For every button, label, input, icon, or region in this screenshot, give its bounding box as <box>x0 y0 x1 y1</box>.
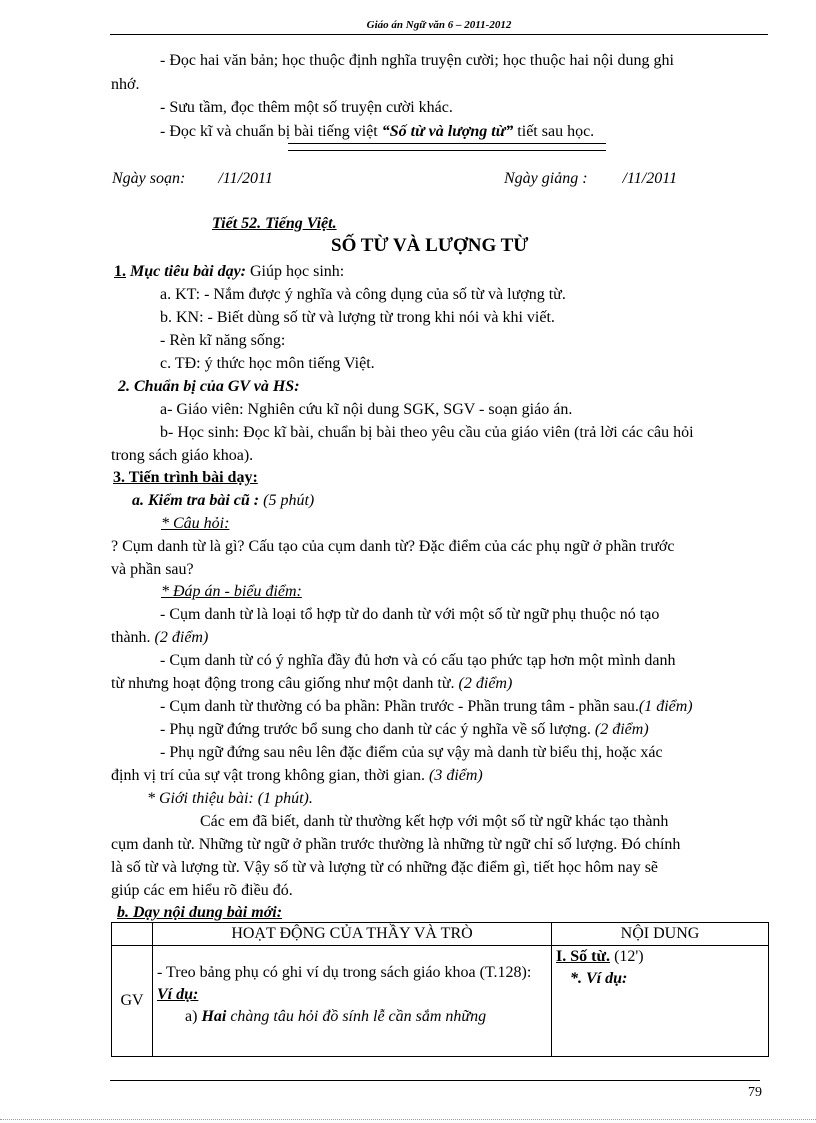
table-row <box>112 946 769 1057</box>
example-a-rest: chàng tâu hỏi đồ sính lễ cần sắm những <box>226 1008 487 1025</box>
homework-line-1: - Đọc hai văn bản; học thuộc định nghĩa truyện cười; học thuộc hai nội dung ghi <box>160 52 674 69</box>
header-role-cell <box>112 923 153 946</box>
prep-student: b- Học sinh: Đọc kĩ bài, chuẩn bị bài theo yêu cầu của giáo viên (trả lời các câu hỏi <box>160 424 694 441</box>
date-taught <box>504 168 677 190</box>
example-a-prefix: a) <box>185 1008 202 1025</box>
prep-student-cont: trong sách giáo khoa). <box>111 447 254 464</box>
section-1-intro: Giúp học sinh: <box>246 263 345 280</box>
answer-5: - Phụ ngữ đứng sau nêu lên đặc điểm của sự vậy mà danh từ biểu thị, hoặc xác <box>160 744 663 761</box>
homework-line-1-cont: nhớ. <box>111 76 140 93</box>
objective-skill: b. KN: - Biết dùng số từ và lượng từ trong khi nói và khi viết. <box>160 309 555 326</box>
answer-4-text: - Phụ ngữ đứng trước bổ sung cho danh từ các ý nghĩa về số lượng. <box>160 721 595 738</box>
date-prepared <box>112 168 273 190</box>
example-label: Ví dụ: <box>157 986 199 1003</box>
lesson-title: SỐ TỪ VÀ LƯỢNG TỪ <box>331 235 529 256</box>
divider-rule <box>288 143 606 151</box>
section-1-number: 1. <box>114 263 126 280</box>
date-taught-label: Ngày giảng : <box>504 170 588 187</box>
answer-label: * Đáp án - biểu điểm: <box>161 583 302 600</box>
answer-2-text: từ nhưng hoạt động trong câu giống như một danh từ. <box>111 675 459 692</box>
question-label: * Câu hỏi: <box>161 515 230 532</box>
review-time: (5 phút) <box>259 492 315 509</box>
answer-3 <box>160 696 693 718</box>
content-heading: I. Số từ. <box>556 948 611 965</box>
activity-cell <box>153 946 552 1057</box>
example-a <box>157 1006 547 1028</box>
section-2-heading: 2. Chuẩn bị của GV và HS: <box>118 378 300 395</box>
answer-3-text: - Cụm danh từ thường có ba phần: Phần trước - Phần trung tâm - phần sau. <box>160 698 639 715</box>
objective-knowledge: a. KT: - Nắm được ý nghĩa và công dụng của số từ và lượng từ. <box>160 286 566 303</box>
answer-2-cont <box>111 673 512 695</box>
intro-line-3: là số từ và lượng từ. Vậy số từ và lượng từ có những đặc điểm gì, tiết học hôm nay sẽ <box>111 859 659 876</box>
answer-4-points: (2 điểm) <box>594 721 649 738</box>
divider-text <box>288 135 606 145</box>
content-cell <box>552 946 769 1057</box>
header-activity: HOẠT ĐỘNG CỦA THẦY VÀ TRÒ <box>153 923 552 946</box>
answer-5-cont <box>111 765 483 787</box>
running-header: Giáo án Ngữ văn 6 – 2011-2012 <box>366 19 512 31</box>
role-cell: GV <box>112 946 153 1057</box>
homework-line-2: - Sưu tầm, đọc thêm một số truyện cười khác. <box>160 99 453 116</box>
activity-table <box>111 922 769 1057</box>
question-line-1: ? Cụm danh từ là gì? Cấu tạo của cụm danh từ? Đặc điểm của các phụ ngữ ở phần trước <box>111 538 675 555</box>
header-content: NỘI DUNG <box>552 923 769 946</box>
lesson-reference: “Số từ và lượng từ” <box>381 123 514 140</box>
new-lesson-heading: b. Dạy nội dung bài mới: <box>117 904 283 921</box>
intro-label: * Giới thiệu bài: (1 phút). <box>147 790 313 807</box>
date-taught-value: /11/2011 <box>622 170 678 187</box>
lesson-number: Tiết 52. Tiếng Việt. <box>212 215 337 232</box>
date-prepared-value: /11/2011 <box>218 170 273 187</box>
answer-2-points: (2 điểm) <box>458 675 513 692</box>
question-line-2: và phần sau? <box>111 561 194 578</box>
header-rule <box>110 34 768 35</box>
section-1-heading <box>114 261 344 283</box>
content-time: (12') <box>610 948 644 965</box>
intro-line-2: cụm danh từ. Những từ ngữ ở phần trước thường là những từ ngữ chỉ số lượng. Đó chính <box>111 836 681 853</box>
objective-life-skill: - Rèn kĩ năng sống: <box>160 332 286 349</box>
homework-line-3-pre: - Đọc kĩ và chuẩn bị bài tiếng việt <box>160 123 382 140</box>
review-heading <box>132 490 314 512</box>
page-edge <box>0 1119 816 1120</box>
answer-1: - Cụm danh từ là loại tổ hợp từ do danh từ với một số từ ngữ phụ thuộc nó tạo <box>160 606 660 623</box>
answer-5-points: (3 điểm) <box>428 767 483 784</box>
answer-1-points: (2 điểm) <box>154 629 209 646</box>
footer-rule <box>110 1080 760 1081</box>
answer-5-text: định vị trí của sự vật trong không gian, thời gian. <box>111 767 429 784</box>
intro-line-4: giúp các em hiểu rõ điều đó. <box>111 882 293 899</box>
homework-line-3-post: tiết sau học. <box>513 123 595 140</box>
activity-text: - Treo bảng phụ có ghi ví dụ trong sách giáo khoa (T.128): <box>157 964 532 981</box>
content-heading-line <box>556 946 764 968</box>
section-3-heading: 3. Tiến trình bài dạy: <box>113 469 258 486</box>
answer-2: - Cụm danh từ có ý nghĩa đầy đủ hơn và có cấu tạo phức tạp hơn một mình danh <box>160 652 676 669</box>
prep-teacher: a- Giáo viên: Nghiên cứu kĩ nội dung SGK, SGV - soạn giáo án. <box>160 401 573 418</box>
review-title: a. Kiểm tra bài cũ : <box>132 492 260 509</box>
page-number: 79 <box>748 1085 762 1100</box>
section-1-title: Mục tiêu bài dạy: <box>126 263 246 280</box>
example-a-number: Hai <box>201 1008 227 1025</box>
table-header-row <box>112 923 769 946</box>
answer-1-cont <box>111 627 208 649</box>
answer-3-points: (1 điểm) <box>638 698 693 715</box>
objective-attitude: c. TĐ: ý thức học môn tiếng Việt. <box>160 355 375 372</box>
date-prepared-label: Ngày soạn: <box>112 170 186 187</box>
answer-4 <box>160 719 649 741</box>
content-example-label: *. Ví dụ: <box>570 970 628 987</box>
answer-1-text: thành. <box>111 629 155 646</box>
intro-line-1: Các em đã biết, danh từ thường kết hợp với một số từ ngữ khác tạo thành <box>200 813 669 830</box>
